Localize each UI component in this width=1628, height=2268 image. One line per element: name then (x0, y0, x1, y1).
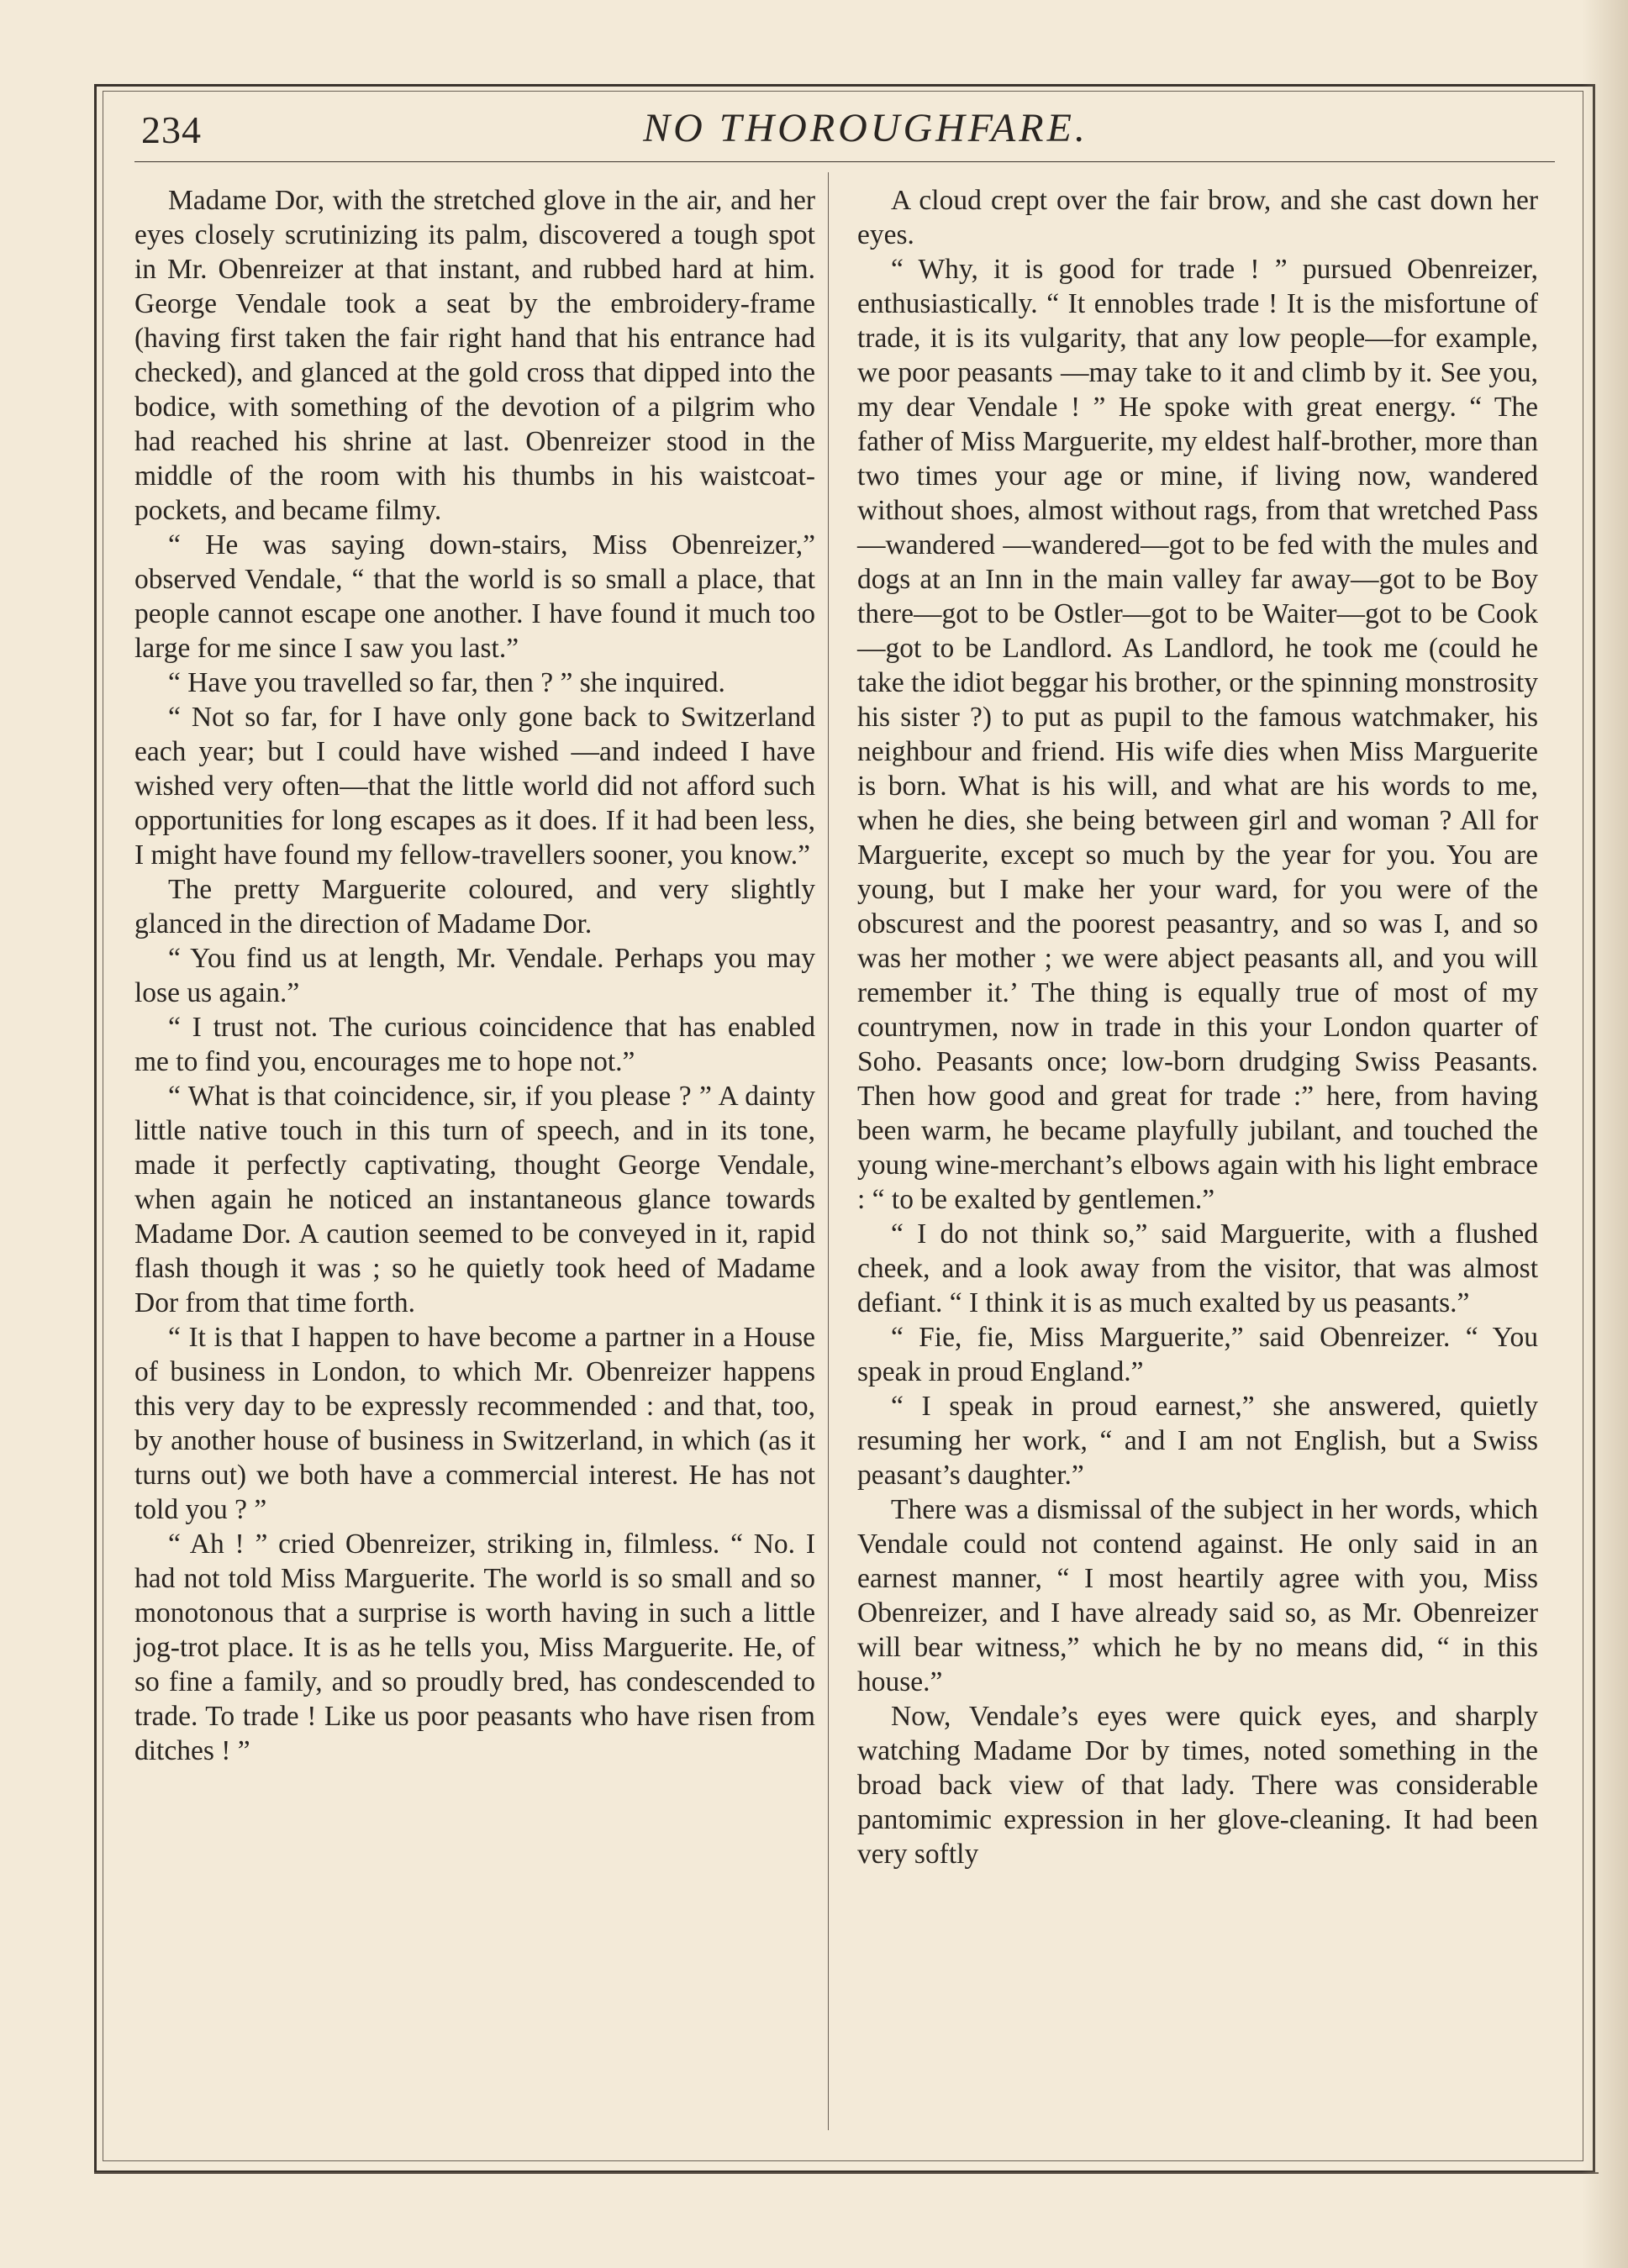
paragraph: The pretty Marguerite coloured, and very slightly glanced in the direction of Madame Dor. (134, 874, 815, 939)
paragraph: “ Ah ! ” cried Obenreizer, striking in, filmless. “ No. I had not told Miss Marguerite. The world is so small and so monotonous that a surprise is worth having in such a little jog-trot place. It is as he tells you, Miss Marguerite. He, of so fine a family, and so proudly bred, has condescended to trade. To trade ! Like us poor peasants who have risen from ditches ! ” (134, 1529, 815, 1766)
paragraph: “ Not so far, for I have only gone back to Switzerland each year; but I could have wished —and indeed I have wished very often—that the little world did not afford such opportunities for long escapes as it does. If it had been less, I might have found my fellow-travellers sooner, you know.” (134, 702, 815, 871)
paragraph: There was a dismissal of the subject in her words, which Vendale could not contend against. He only said in an earnest manner, “ I most heartily agree with you, Miss Obenreizer, and I have already said so, as Mr. Obenreizer will bear witness,” which he by no means did, “ in this house.” (857, 1494, 1538, 1697)
paragraph: “ He was saying down-stairs, Miss Obenreizer,” observed Vendale, “ that the world is so small a place, that people cannot escape one another. I have found it much too large for me since I saw you last.” (134, 529, 815, 664)
paragraph: “ I trust not. The curious coincidence that has enabled me to find you, encourages me to hope not.” (134, 1012, 815, 1077)
bottom-rule (94, 2172, 1599, 2174)
paragraph: “ I do not think so,” said Marguerite, with a flushed cheek, and a look away from the visitor, that was almost defiant. “ I think it is as much exalted by us peasants.” (857, 1218, 1538, 1318)
paragraph: “ I speak in proud earnest,” she answered, quietly resuming her work, “ and I am not English, but a Swiss peasant’s daughter.” (857, 1391, 1538, 1491)
paragraph: “ Fie, fie, Miss Marguerite,” said Obenreizer. “ You speak in proud England.” (857, 1322, 1538, 1387)
paragraph: Now, Vendale’s eyes were quick eyes, and sharply watching Madame Dor by times, noted something in the broad back view of that lady. There was considerable pantomimic expression in her glove-cleaning. It had been very softly (857, 1701, 1538, 1870)
paragraph: “ What is that coincidence, sir, if you please ? ” A dainty little native touch in this turn of speech, and in its tone, made it perfectly captivating, thought George Vendale, when again he noticed an instantaneous glance towards Madame Dor. A caution seemed to be conveyed in it, rapid flash though it was ; so he quietly took heed of Madame Dor from that time forth. (134, 1081, 815, 1318)
paragraph: “ Why, it is good for trade ! ” pursued Obenreizer, enthusiastically. “ It ennobles trade ! It is the misfortune of trade, it is its vulgarity, that any low people—for example, we poor peasants —may take to it and climb by it. See you, my dear Vendale ! ” He spoke with great energy. “ The father of Miss Marguerite, my eldest half-brother, more than two times your age or mine, if living now, wandered without shoes, almost without rags, from that wretched Pass—wandered —wandered—got to be fed with the mules and dogs at an Inn in the main valley far away—got to be Boy there—got to be Ostler—got to be Waiter—got to be Cook—got to be Landlord. As Landlord, he took me (could he take the idiot beggar his brother, or the spinning monstrosity his sister ?) to put as pupil to the famous watchmaker, his neighbour and friend. His wife dies when Miss Marguerite is born. What is his will, and what are his words to me, when he dies, she being between girl and woman ? All for Marguerite, except so much by the year for you. You are young, but I make her your ward, for you were of the obscurest and the poorest peasantry, and so was I, and so was her mother ; we were abject peasants all, and you will remember it.’ The thing is equally true of most of my countrymen, now in trade in this your London quarter of Soho. Peasants once; low-born drudging Swiss Peasants. Then how good and great for trade :” here, from having been warm, he became playfully jubilant, and touched the young wine-merchant’s elbows again with his light embrace : “ to be exalted by gentlemen.” (857, 254, 1538, 1215)
left-column (134, 183, 815, 1768)
paragraph: A cloud crept over the fair brow, and she cast down her eyes. (857, 185, 1538, 250)
right-column (857, 183, 1538, 1871)
paragraph: “ It is that I happen to have become a partner in a House of business in London, to which Mr. Obenreizer happens this very day to be expressly recommended : and that, too, by another house of business in Switzerland, in which (as it turns out) we both have a commercial interest. He has not told you ? ” (134, 1322, 815, 1525)
paragraph: Madame Dor, with the stretched glove in the air, and her eyes closely scrutinizing its palm, discovered a tough spot in Mr. Obenreizer at that instant, and rubbed hard at him. George Vendale took a seat by the embroidery-frame (having first taken the fair right hand that his entrance had checked), and glanced at the gold cross that dipped into the bodice, with something of the devotion of a pilgrim who had reached his shrine at last. Obenreizer stood in the middle of the room with his thumbs in his waistcoat-pockets, and became filmy. (134, 185, 815, 526)
header-rule (134, 161, 1555, 162)
running-title: NO THOROUGHFARE. (643, 106, 1088, 150)
page-number: 234 (141, 108, 202, 151)
page-edge-shadow (1582, 0, 1628, 2268)
paragraph: “ Have you travelled so far, then ? ” she inquired. (168, 667, 725, 698)
column-rule (828, 172, 829, 2130)
paragraph: “ You find us at length, Mr. Vendale. Perhaps you may lose us again.” (134, 943, 815, 1008)
